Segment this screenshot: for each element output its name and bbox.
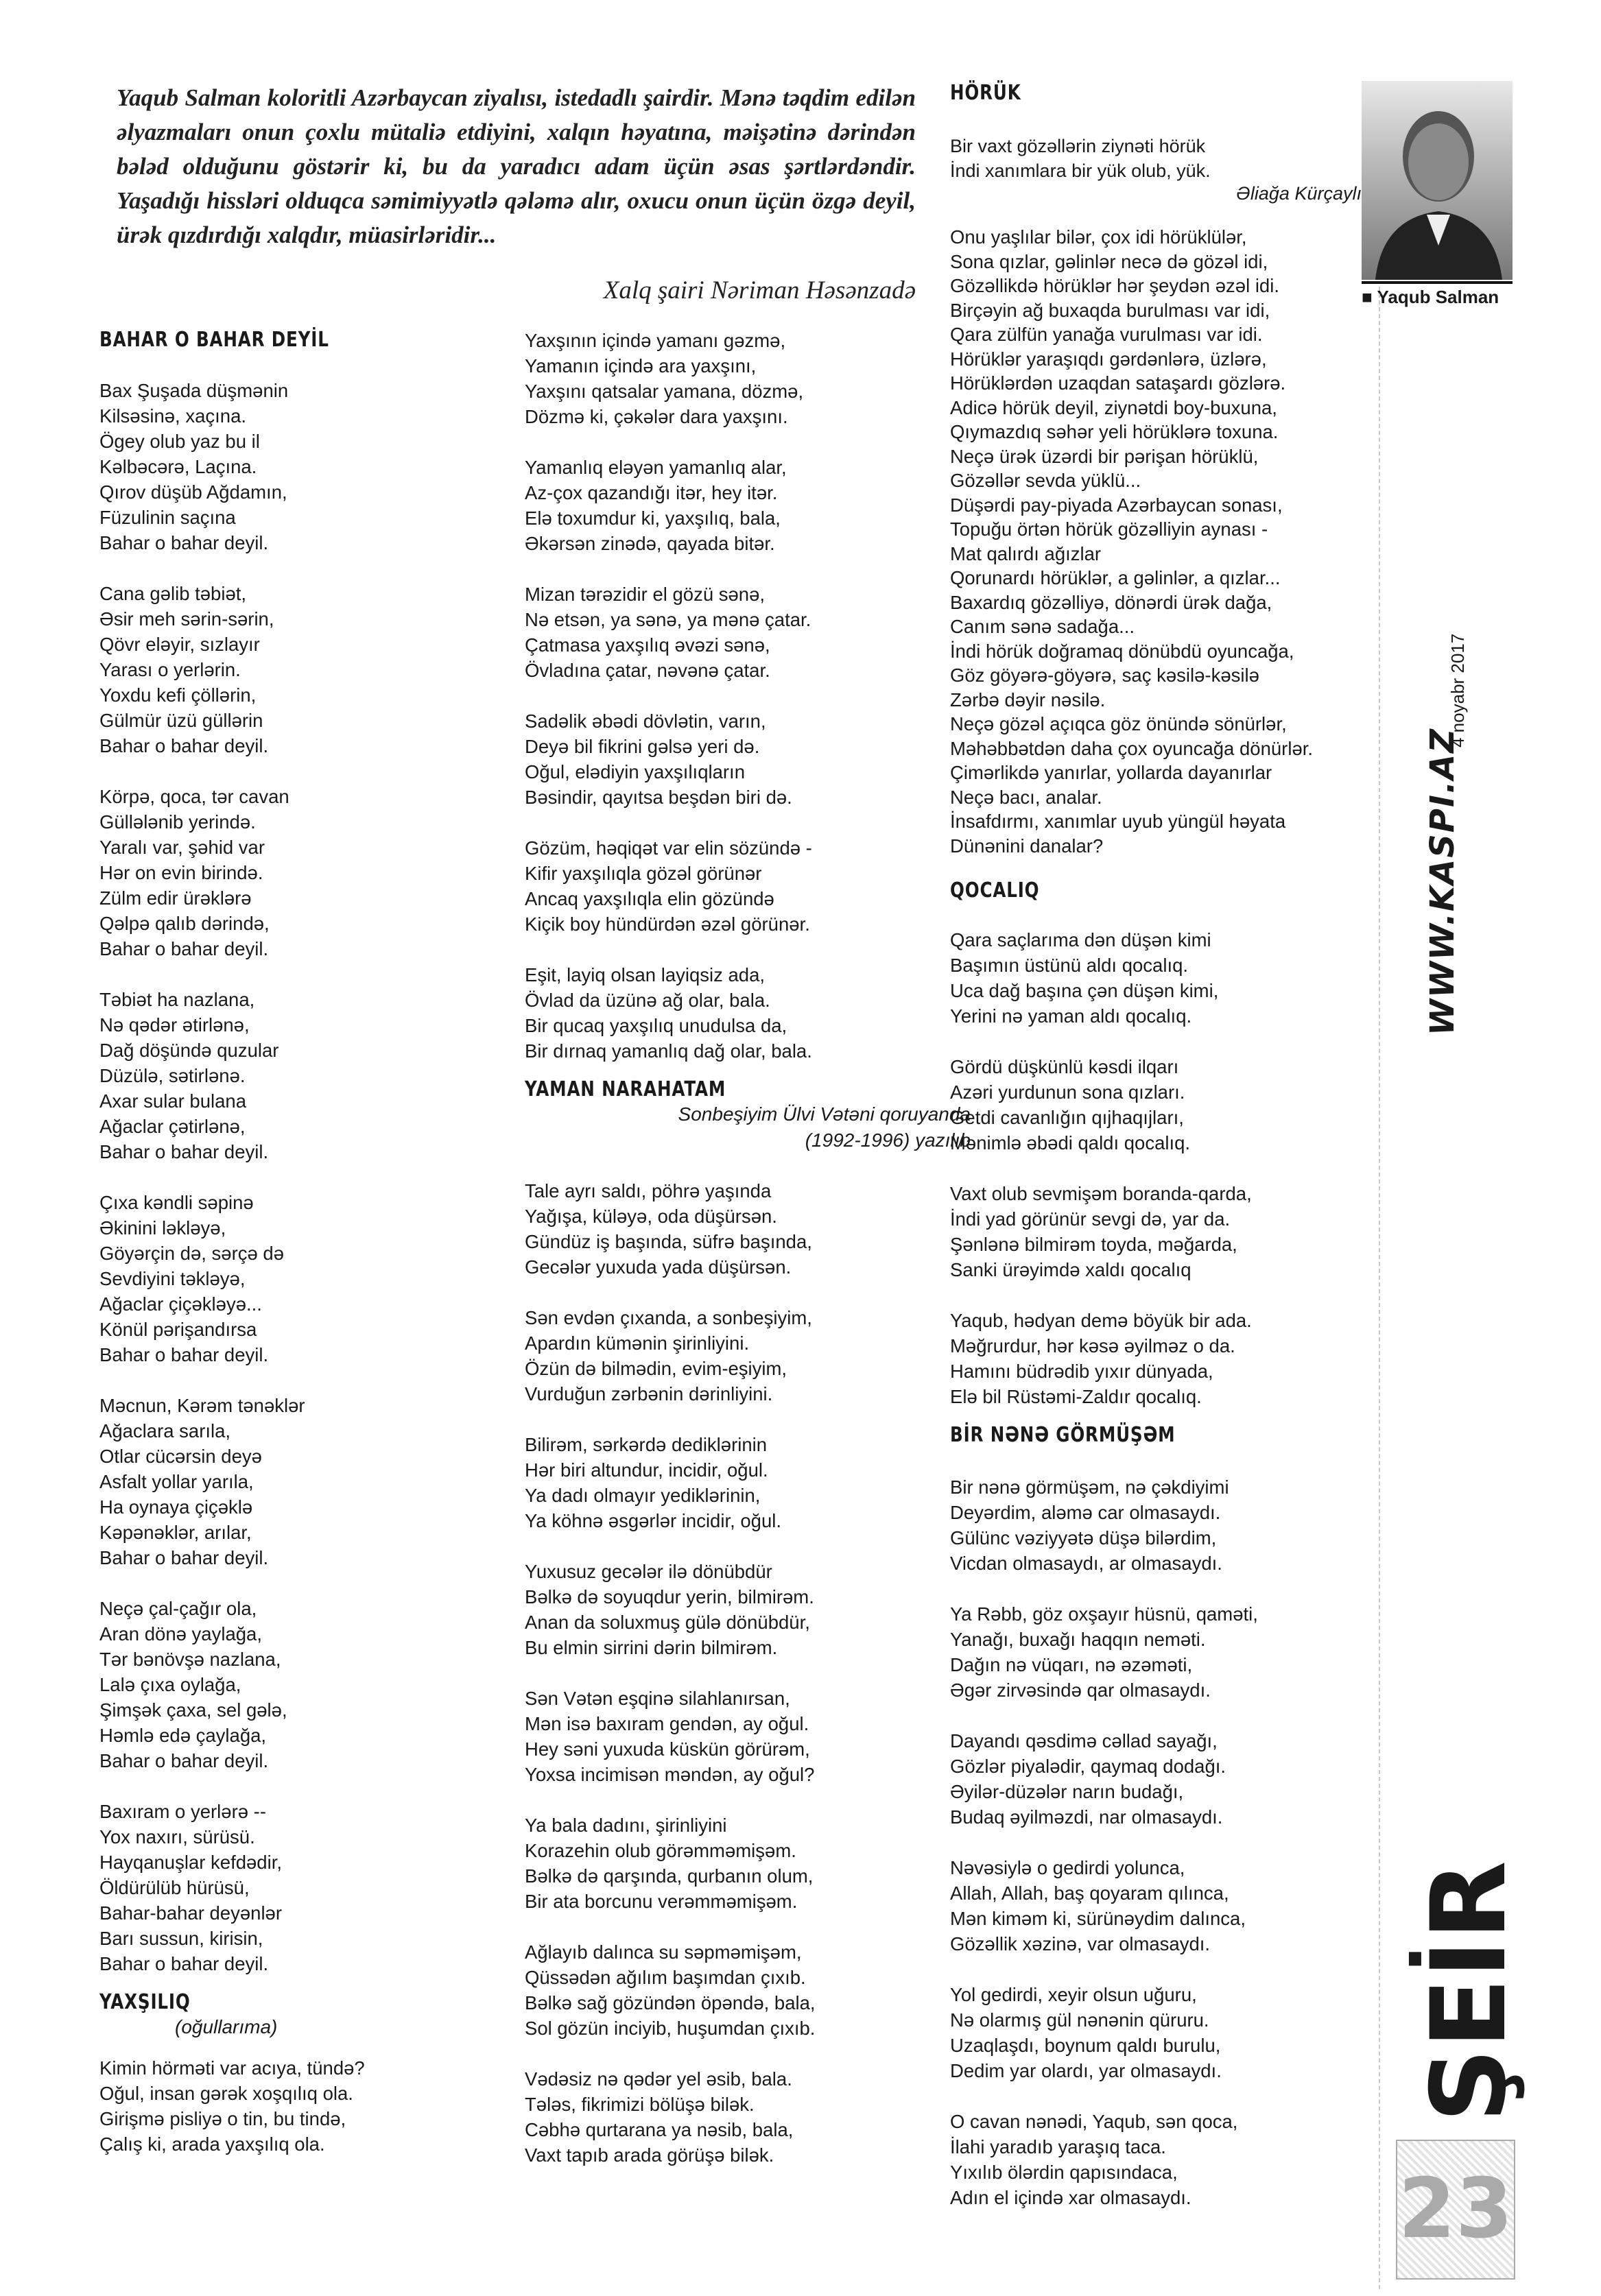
- intro-signature: Xalq şairi Nəriman Həsənzadə: [603, 276, 916, 304]
- poem-yaman-narahatam: [525, 1178, 936, 2168]
- stanza: Ağlayıb dalınca su səpməmişəm, Qüssədən ağılım başımdan çıxıb. Bəlkə sağ gözündən öpəndə, bala, Sol gözün inciyib, huşumdan çıxıb.: [525, 1941, 816, 2039]
- stanza: Yamanlıq eləyən yamanlıq alar, Az-çox qazandığı itər, hey itər. Elə toxumdur ki, yaxşılıq, bala, Əkərsən zinədə, qayada bitər.: [525, 457, 787, 554]
- poem-title-qocaliq: QOCALIQ: [950, 878, 1040, 902]
- stanza: Yol gedirdi, xeyir olsun uğuru, Nə olarmış gül nənənin qüruru. Uzaqlaşdı, boynum qaldı burulu, Dedim yar olardı, yar olmasaydı.: [950, 1984, 1222, 2081]
- poem-qocaliq: [950, 927, 1362, 1409]
- stanza: Mizan tərəzidir el gözü sənə, Nə etsən, ya sənə, ya mənə çatar. Çatmasa yaxşılıq əvəzi sənə, Övladına çatar, nəvənə çatar.: [525, 584, 811, 681]
- poem-subtitle-yaxsiliq: (oğullarıma): [175, 2016, 278, 2037]
- column-3: [950, 81, 1362, 2236]
- poem-title-bahar: BAHAR O BAHAR DEYİL: [99, 328, 329, 352]
- sidebar-divider: [1379, 287, 1381, 2289]
- stanza: Gördü düşkünlü kəsdi ilqarı Azəri yurdunun sona qızları. Getdi cavanlığın qıjhaqıjları, Mənimlə əbədi qaldı qocalıq.: [950, 1056, 1191, 1153]
- stanza: Neçə çal-çağır ola, Aran dönə yaylağa, Tər bənövşə nazlana, Lalə çıxa oylağa, Şimşək çaxa, sel gələ, Həmlə edə çaylağa, Bahar o bahar deyil.: [99, 1598, 287, 1771]
- poem-title-horuk: HÖRÜK: [950, 81, 1021, 105]
- stanza: Yuxusuz gecələr ilə dönübdür Bəlkə də soyuqdur yerin, bilmirəm. Anan da soluxmuş gülə dönübdür, Bu elmin sirrini dərin bilmirəm.: [525, 1561, 814, 1658]
- poem-bahar: [99, 378, 511, 1976]
- stanza: Ya bala dadını, şirinliyini Korazehin olub görəmməmişəm. Bəlkə də qarşında, qurbanın olum, Bir ata borcunu verəmməmişəm.: [525, 1815, 814, 1912]
- column-1: [99, 328, 511, 2182]
- author-photo: [1362, 81, 1513, 280]
- poem-horuk: Onu yaşlılar bilər, çox idi hörüklülər, Sona qızlar, gəlinlər necə də gözəl idi, Gözəllikdə hörüklər hər şeydən əzəl idi. Birçəyin ağ buxaqda burulması var idi, Qara zülfün yanağa vurulması var idi. Hörüklər yaraşıqdı gərdənlərə, üzlərə, Hörüklərdən uzaqdan sataşardı gözlərə. Adicə hörük deyil, ziynətdi boy-buxuna, Qıymazdıq səhər yeli hörüklərə toxuna. Neçə ürək üzərdi bir pərişan hörüklü, Gözəllər sevda yüklü... Düşərdi pay-piyada Azərbaycan sonası, Topuğu örtən hörük gözəlliyin aynası - Mat qalırdı ağızlar Qorunardı hörüklər, a gəlinlər, a qızlar... Baxardıq gözəlliyə, dönərdi ürək dağa, Canım sənə sadağa... İndi hörük doğramaq dönübdü oyuncağa, Göz göyərə-göyərə, saç kəsilə-kəsilə Zərbə dəyir nəsilə. Neçə gözəl açıqca göz önündə sönürlər, Məhəbbətdən daha çox oyuncağa dönürlər. Çimərlikdə yanırlar, yollarda dayanırlar Neçə bacı, analar. İnsafdırmı, xanımlar uyub yüngül həyata Dünənini danalar?: [950, 226, 1314, 857]
- stanza: Kimin hörməti var acıya, tündə? Oğul, insan gərək xoşqılıq ola. Girişmə pisliyə o tin, bu tində, Çalış ki, arada yaxşılıq ola.: [99, 2057, 365, 2155]
- stanza: Çıxa kəndli səpinə Əkinini ləkləyə, Göyərçin də, sərçə də Sevdiyini təkləyə, Ağaclar çiçəkləyə... Könül pərişandırsa Bahar o bahar deyil.: [99, 1192, 285, 1365]
- poem-title-yaxsiliq: YAXŞILIQ: [99, 1990, 191, 2014]
- stanza: Məcnun, Kərəm tənəklər Ağaclara sarıla, Otlar cücərsin deyə Asfalt yollar yarıla, Ha oynaya çiçəklə Kəpənəklər, arılar, Bahar o bahar deyil.: [99, 1395, 305, 1568]
- caption-divider: [1362, 281, 1513, 284]
- stanza: Dayandı qəsdimə cəllad sayağı, Gözlər piyalədir, qaymaq dodağı. Əyilər-düzələr narın budağı, Budaq əyilməzdi, nar olmasaydı.: [950, 1730, 1226, 1828]
- photo-caption: [1362, 287, 1519, 308]
- stanza: Sən evdən çıxanda, a sonbeşiyim, Apardın kümənin şirinliyini. Özün də bilmədin, evim-eşiyim, Vurduğun zərbənin dərinliyini.: [525, 1307, 812, 1404]
- column-2: [525, 328, 971, 2193]
- stanza: Yaxşının içində yamanı gəzmə, Yamanın içində ara yaxşını, Yaxşını qatsalar yamana, dözmə, Dözmə ki, çəkələr dara yaxşını.: [525, 330, 804, 427]
- stanza: Vaxt olub sevmişəm boranda-qarda, İndi yad görünür sevgi də, yar da. Şənlənə bilmirəm toyda, məğarda, Sanki ürəyimdə xaldı qocalıq: [950, 1183, 1252, 1280]
- stanza: Vədəsiz nə qədər yel əsib, bala. Tələs, fikrimizi bölüşə bilək. Cəbhə qurtarana ya nəsib, bala, Vaxt tapıb arada görüşə bilək.: [525, 2068, 794, 2166]
- stanza: Sadəlik əbədi dövlətin, varın, Deyə bil fikrini gəlsə yeri də. Oğul, elədiyin yaxşılıqların Bəsindir, qayıtsa beşdən biri də.: [525, 710, 792, 808]
- stanza: Nəvəsiylə o gedirdi yolunca, Allah, Allah, baş qoyaram qılınca, Mən kiməm ki, sürünəydim dalınca, Gözəllik xəzinə, var olmasaydı.: [950, 1857, 1246, 1954]
- stanza: Körpə, qoca, tər cavan Güllələnib yerində. Yaralı var, şəhid var Hər on evin birində. Zülm edir ürəklərə Qəlpə qalıb dərində, Bahar o bahar deyil.: [99, 786, 289, 959]
- stanza: Eşit, layiq olsan layiqsiz ada, Övlad da üzünə ağ olar, bala. Bir qucaq yaxşılıq unudulsa da, Bir dırnaq yamanlıq dağ olar, bala.: [525, 964, 812, 1062]
- page-number: 23: [1396, 2140, 1515, 2280]
- poem-title-yaman-narahatam: YAMAN NARAHATAM: [525, 1077, 726, 1101]
- section-label: ŞEİR: [1410, 1861, 1529, 2122]
- stanza: Təbiət ha nazlana, Nə qədər ətirlənə, Dağ döşündə quzular Düzülə, sətirlənə. Axar sular bulana Ağaclar çətirlənə, Bahar o bahar deyil.: [99, 989, 279, 1162]
- stanza: O cavan nənədi, Yaqub, sən qoca, İlahi yaradıb yaraşıq taca. Yıxılıb ölərdin qapısındaca, Adın el içində xar olmasaydı.: [950, 2111, 1238, 2208]
- site-url: WWW.KASPI.AZ: [1423, 727, 1462, 1036]
- intro-text: Yaqub Salman koloritli Azərbaycan ziyalısı, istedadlı şairdir. Mənə təqdim edilən əlyazmaları onun çoxlu mütaliə etdiyini, xalqın həyatına, məişətinə dərindən bələd olduğunu göstərir ki, bu da yaradıcı adam üçün əsas şərtlərdəndir. Yaşadığı hissləri olduqca səmimiyyətlə qələmə alır, oxucu onun üçün özgə deyil, ürək qızdırdığı xalqdır, müasirləridir...: [117, 84, 916, 248]
- poem-epigraph-author: Əliağa Kürçaylı: [1235, 183, 1362, 204]
- stanza: Baxıram o yerlərə -- Yox naxırı, sürüsü. Hayqanuşlar kefdədir, Öldürülüb hürüsü, Bahar-bahar deyənlər Barı sussun, kirisin, Bahar o bahar deyil.: [99, 1801, 283, 1974]
- stanza: Yaqub, hədyan demə böyük bir ada. Məğrurdur, hər kəsə əyilməz o da. Hamını büdrədib yıxır dünyada, Elə bil Rüstəmi-Zaldır qocalıq.: [950, 1310, 1252, 1407]
- poem-epigraph-horuk: Bir vaxt gözəllərin ziynəti hörük İndi xanımlara bir yük olub, yük.: [950, 136, 1211, 181]
- issue-date: 4 noyabr 2017: [1447, 633, 1468, 748]
- stanza: Tale ayrı saldı, pöhrə yaşında Yağışa, küləyə, oda düşürsən. Gündüz iş başında, süfrə başında, Gecələr yuxuda yada düşürsən.: [525, 1180, 812, 1278]
- stanza: Bax Şuşada düşmənin Kilsəsinə, xaçına. Ögey olub yaz bu il Kəlbəcərə, Laçına. Qırov düşüb Ağdamın, Füzulinin saçına Bahar o bahar deyil.: [99, 380, 289, 553]
- stanza: Bir nənə görmüşəm, nə çəkdiyimi Deyərdim, aləmə car olmasaydı. Gülünc vəziyyətə düşə bilərdim, Vicdan olmasaydı, ar olmasaydı.: [950, 1476, 1229, 1574]
- poem-title-bir-nene: BİR NƏNƏ GÖRMÜŞƏM: [950, 1423, 1176, 1447]
- caption-bullet-icon: ■: [1362, 287, 1377, 307]
- stanza: Sən Vətən eşqinə silahlanırsan, Mən isə baxıram gendən, ay oğul. Hey səni yuxuda küskün görürəm, Yoxsa incimisən məndən, ay oğul?: [525, 1688, 815, 1785]
- photo-caption-text: Yaqub Salman: [1377, 287, 1499, 307]
- stanza: Cana gəlib təbiət, Əsir meh sərin-sərin, Qövr eləyir, sızlayır Yarası o yerlərin. Yoxdu kefi çöllərin, Gülmür üzü güllərin Bahar o bahar deyil.: [99, 583, 274, 756]
- poem-subtitle-yaman-narahatam: Sonbeşiyim Ülvi Vətəni qoruyanda (1992-1996) yazılıb: [678, 1103, 971, 1151]
- author-portrait-icon: [1362, 81, 1513, 280]
- poem-bir-nene: [950, 1474, 1362, 2210]
- stanza: Gözüm, həqiqət var elin sözündə - Kifir yaxşılıqla gözəl görünər Ancaq yaxşılıqla elin gözündə Kiçik boy hündürdən əzəl görünər.: [525, 837, 812, 935]
- poem-yaxsiliq-continued: [525, 328, 936, 1064]
- stanza: Qara saçlarıma dən düşən kimi Başımın üstünü aldı qocalıq. Uca dağ başına çən düşən kimi, Yerini nə yaman aldı qocalıq.: [950, 929, 1219, 1027]
- stanza: Bilirəm, sərkərdə dediklərinin Hər biri altundur, incidir, oğul. Ya dadı olmayır yediklərinin, Ya köhnə əsgərlər incidir, oğul.: [525, 1434, 782, 1531]
- stanza: Ya Rəbb, göz oxşayır hüsnü, qaməti, Yanağı, buxağı haqqın neməti. Dağın nə vüqarı, nə əzəməti, Əgər zirvəsində qar olmasaydı.: [950, 1603, 1258, 1701]
